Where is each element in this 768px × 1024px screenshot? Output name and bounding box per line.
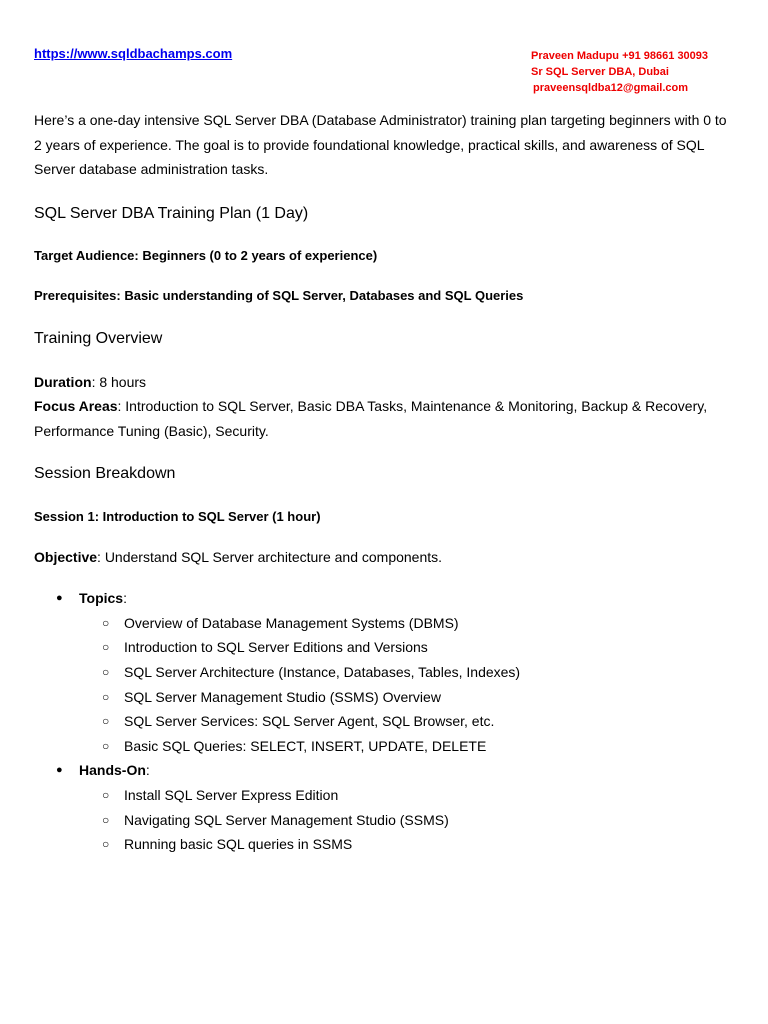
topics-list bbox=[79, 611, 734, 759]
topics-item: ● Topics: ○ Overview of Database Management Systems (DBMS) ○ Introduction to SQL Server Editions and Versions ○ SQL Server Architecture (Instance, Databases, Tables, Indexes) ○ SQL Server Management Studio (SSMS) Overview ○ SQL Server Services: SQL Server Agent, SQL Browser, etc. ○ Basic SQL Queries: SELECT, INSERT, UPDATE, DELETE bbox=[34, 586, 734, 758]
handson-item: ● Hands-On: ○ Install SQL Server Express Edition ○ Navigating SQL Server Management Studio (SSMS) ○ Running basic SQL queries in SSMS bbox=[34, 758, 734, 856]
list-item bbox=[79, 635, 734, 660]
prerequisites-value: Basic understanding of SQL Server, Databases and SQL Queries bbox=[124, 287, 524, 303]
list-item-text: SQL Server Management Studio (SSMS) Overview bbox=[124, 688, 441, 705]
prerequisites-label: Prerequisites bbox=[34, 287, 117, 303]
contact-email: praveensqldba12@gmail.com bbox=[533, 82, 689, 94]
list-item bbox=[79, 709, 734, 734]
focus-areas: Focus Areas: Introduction to SQL Server, Basic DBA Tasks, Maintenance & Monitoring, Backup & Recovery, Performance Tuning (Basic), Security. bbox=[34, 398, 708, 439]
circle-bullet-icon: ○ bbox=[102, 714, 110, 729]
duration-label: Duration bbox=[34, 373, 92, 390]
handson-label: Hands-On bbox=[79, 762, 146, 779]
contact-title: Sr SQL Server DBA, Dubai bbox=[531, 66, 669, 78]
session-1-title: Session 1: Introduction to SQL Server (1 hour) bbox=[34, 508, 321, 524]
list-item bbox=[79, 808, 734, 833]
list-item-text: SQL Server Services: SQL Server Agent, SQL Browser, etc. bbox=[124, 713, 495, 730]
circle-bullet-icon: ○ bbox=[102, 812, 110, 827]
circle-bullet-icon: ○ bbox=[102, 615, 110, 630]
circle-bullet-icon: ○ bbox=[102, 787, 110, 802]
objective-label: Objective bbox=[34, 548, 98, 565]
bullet-icon: ● bbox=[56, 592, 63, 605]
duration: Duration: 8 hours bbox=[34, 373, 147, 390]
document-body bbox=[34, 108, 734, 857]
target-audience-value: Beginners (0 to 2 years of experience) bbox=[142, 247, 378, 263]
list-item-text: Overview of Database Management Systems (DBMS) bbox=[124, 614, 459, 631]
duration-value: 8 hours bbox=[99, 373, 147, 390]
list-item-text: Navigating SQL Server Management Studio (SSMS) bbox=[124, 811, 449, 828]
circle-bullet-icon: ○ bbox=[102, 640, 110, 655]
overview-title: Training Overview bbox=[34, 329, 163, 347]
circle-bullet-icon: ○ bbox=[102, 664, 110, 679]
contact-block bbox=[531, 48, 708, 96]
intro-paragraph: Here’s a one-day intensive SQL Server DBA (Database Administrator) training plan targeting beginners with 0 to 2 years of experience. The goal is to provide foundational knowledge, practical skills, and awareness of SQL Server database administration tasks. bbox=[34, 112, 727, 178]
breakdown-title: Session Breakdown bbox=[34, 464, 176, 482]
list-item-text: Basic SQL Queries: SELECT, INSERT, UPDATE, DELETE bbox=[124, 737, 487, 754]
list-item-text: Install SQL Server Express Edition bbox=[124, 786, 339, 803]
session-1-list bbox=[34, 586, 734, 857]
circle-bullet-icon: ○ bbox=[102, 837, 110, 852]
website-link[interactable]: https://www.sqldbachamps.com bbox=[34, 46, 233, 61]
list-item bbox=[79, 685, 734, 710]
objective-value: Understand SQL Server architecture and components. bbox=[104, 548, 443, 565]
list-item bbox=[79, 611, 734, 636]
list-item-text: Running basic SQL queries in SSMS bbox=[124, 836, 353, 853]
session-1-objective: Objective: Understand SQL Server architecture and components. bbox=[34, 548, 443, 565]
list-item-text: Introduction to SQL Server Editions and Versions bbox=[124, 639, 428, 656]
target-audience: Target Audience: Beginners (0 to 2 years of experience) bbox=[34, 247, 378, 263]
list-item bbox=[79, 734, 734, 759]
bullet-icon: ● bbox=[56, 764, 63, 777]
circle-bullet-icon: ○ bbox=[102, 689, 110, 704]
prerequisites: Prerequisites: Basic understanding of SQL Server, Databases and SQL Queries bbox=[34, 287, 524, 303]
list-item bbox=[79, 832, 734, 857]
focus-areas-label: Focus Areas bbox=[34, 398, 118, 415]
circle-bullet-icon: ○ bbox=[102, 738, 110, 753]
contact-name-phone: Praveen Madupu +91 98661 30093 bbox=[531, 50, 709, 62]
handson-list bbox=[79, 783, 734, 857]
list-item-text: SQL Server Architecture (Instance, Databases, Tables, Indexes) bbox=[124, 663, 521, 680]
target-audience-label: Target Audience bbox=[34, 247, 135, 263]
focus-areas-value: Introduction to SQL Server, Basic DBA Tasks, Maintenance & Monitoring, Backup & Recovery, Performance Tuning (Basic), Security. bbox=[34, 398, 708, 439]
list-item bbox=[79, 783, 734, 808]
plan-title: SQL Server DBA Training Plan (1 Day) bbox=[34, 204, 309, 222]
list-item bbox=[79, 660, 734, 685]
topics-label: Topics bbox=[79, 590, 124, 607]
